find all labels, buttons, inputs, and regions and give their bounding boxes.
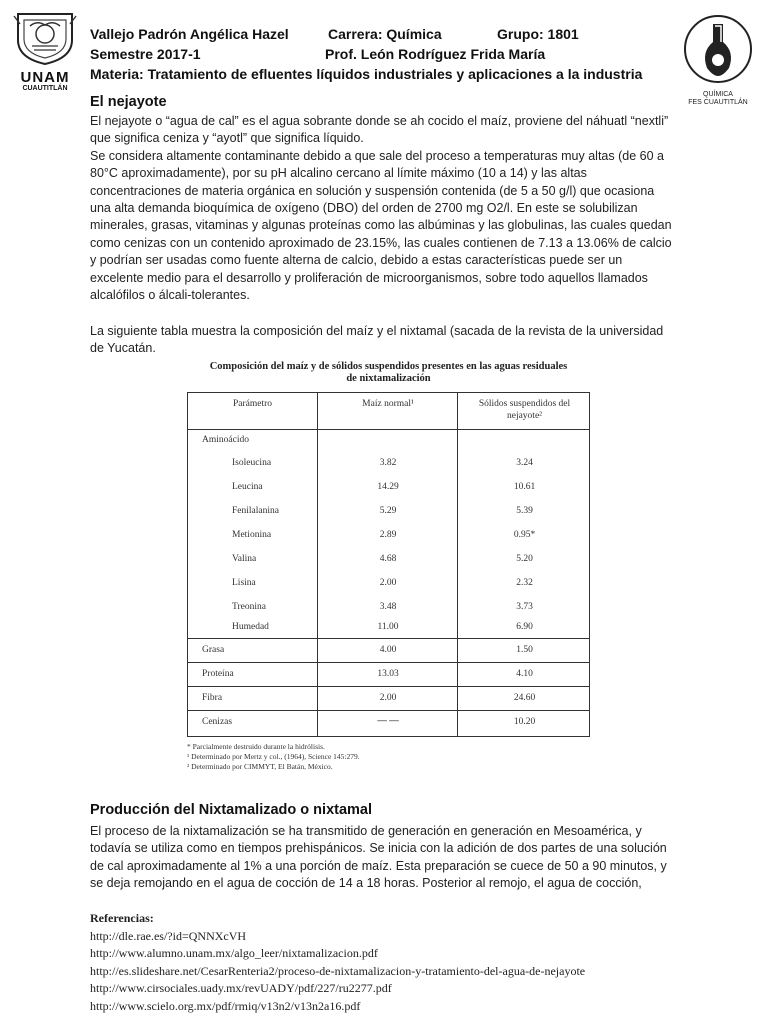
row-nejayote: 5.39 bbox=[516, 506, 533, 516]
references-title: Referencias: bbox=[90, 911, 154, 925]
paragraph-line: que significa ceniza y “ayotl” que significa líquido. bbox=[90, 131, 364, 146]
unam-logo-text: UNAM bbox=[20, 69, 70, 86]
reference-link[interactable]: http://dle.rae.es/?id=QNNXcVH bbox=[90, 928, 247, 943]
paragraph-line: de cal aproximadamente al 1% a una porción de maíz. Esta preparación se cuece de 50 a 90 minutos, y bbox=[90, 858, 667, 873]
quimica-logo-subtext: FES CUAUTITLÁN bbox=[688, 99, 748, 106]
footnote: ¹ Determinado por Mertz y col., (1964), Science 145:279. bbox=[187, 752, 360, 761]
row-name: Treonina bbox=[232, 602, 266, 612]
paragraph-line: Se considera altamente contaminante debido a que sale del proceso a temperaturas muy altas (de 60 a bbox=[90, 148, 664, 163]
paragraph-line: una alta demanda bioquímica de oxígeno (DBO) del orden de 2700 mg O2/l. En este se solubilizan bbox=[90, 201, 638, 216]
row-maiz: 14.29 bbox=[377, 482, 399, 492]
row-maiz: 3.48 bbox=[379, 602, 397, 612]
caption-line: de nixtamalización bbox=[346, 373, 431, 384]
row-nejayote: 0.95* bbox=[513, 530, 536, 540]
reference-link[interactable]: http://www.alumno.unam.mx/algo_leer/nixtamalizacion.pdf bbox=[90, 946, 378, 960]
quimica-logo-text: QUÍMICA bbox=[703, 91, 733, 98]
row-maiz: 5.29 bbox=[379, 506, 397, 516]
row-nejayote: 24.60 bbox=[513, 693, 536, 703]
quimica-logo bbox=[683, 12, 753, 106]
row-name: Isoleucina bbox=[232, 458, 272, 468]
composition-table bbox=[187, 392, 590, 737]
group-label-aminoacido: Aminoácido bbox=[202, 435, 249, 445]
row-maiz: 2.00 bbox=[379, 693, 397, 703]
professor: Prof. León Rodríguez Frida María bbox=[325, 46, 546, 62]
paragraph-line: de Yucatán. bbox=[90, 341, 156, 356]
nixtamal-paragraph bbox=[90, 823, 690, 893]
table-footnotes bbox=[187, 742, 590, 772]
row-name: Fibra bbox=[202, 693, 223, 703]
row-maiz: 4.68 bbox=[379, 554, 397, 564]
row-name: Proteína bbox=[202, 669, 234, 679]
row-nejayote: 5.20 bbox=[516, 554, 533, 564]
row-name: Grasa bbox=[202, 645, 225, 655]
flask-emblem-icon bbox=[683, 12, 753, 86]
paragraph-line: La siguiente tabla muestra la composición del maíz y el nixtamal (sacada de la revista de la universidad bbox=[90, 324, 664, 338]
row-name: Metionina bbox=[232, 530, 272, 540]
references bbox=[90, 910, 690, 1015]
row-name: Leucina bbox=[232, 482, 263, 492]
col-header-maiz: Maíz normal¹ bbox=[362, 399, 414, 409]
career: Carrera: Química bbox=[328, 26, 442, 42]
paragraph-line: El proceso de la nixtamalización se ha transmitido de generación en generación en Mesoamérica, y bbox=[90, 824, 642, 838]
row-name: Lisina bbox=[232, 578, 256, 588]
row-maiz: 4.00 bbox=[379, 645, 397, 655]
group: Grupo: 1801 bbox=[497, 26, 579, 42]
paragraph-line: como cenizas con un contenido aproximado de 23.15%, las cuales contienen de 7.13 a 13.06% de calcio bbox=[90, 235, 672, 250]
row-maiz: 2.89 bbox=[379, 530, 397, 540]
row-maiz: — — bbox=[377, 716, 399, 726]
paragraph-line: El nejayote o “agua de cal” es el agua sobrante donde se ah cocido el maíz, proviene del náhuatl “nextli” bbox=[90, 114, 669, 128]
row-maiz: 2.00 bbox=[379, 578, 397, 588]
paragraph-line: concentraciones de materia orgánica en solución y suspensión contenida (de 5 a 50 g/l) que ocasiona bbox=[90, 183, 655, 198]
col-header-nejayote: Sólidos suspendidos del bbox=[478, 399, 571, 409]
row-name: Valina bbox=[232, 554, 257, 564]
table-caption bbox=[187, 361, 590, 385]
reference-link[interactable]: http://es.slideshare.net/CesarRenteria2/proceso-de-nixtamalizacion-y-tratamiento-del-agua-de-nejayote bbox=[90, 963, 586, 978]
section-title-nixtamal: Producción del Nixtamalizado o nixtamal bbox=[90, 802, 373, 818]
row-nejayote: 6.90 bbox=[516, 622, 533, 632]
row-nejayote: 1.50 bbox=[516, 645, 533, 655]
subject: Materia: Tratamiento de efluentes líquidos industriales y aplicaciones a la industria bbox=[90, 66, 643, 82]
row-maiz: 13.03 bbox=[377, 669, 399, 679]
row-maiz: 3.82 bbox=[379, 458, 397, 468]
row-name: Humedad bbox=[232, 622, 269, 632]
col-header-nejayote-cont: nejayote² bbox=[506, 411, 543, 421]
paragraph-line: se deja remojando en el agua de cocción de 14 a 18 horas. Posterior al remojo, el agua de cocción, bbox=[90, 876, 642, 891]
student-name: Vallejo Padrón Angélica Hazel bbox=[90, 26, 289, 42]
unam-shield-icon bbox=[12, 10, 78, 66]
row-nejayote: 10.61 bbox=[513, 482, 536, 492]
row-nejayote: 10.20 bbox=[513, 717, 536, 727]
row-nejayote: 3.24 bbox=[516, 458, 533, 468]
row-nejayote: 3.73 bbox=[516, 602, 533, 612]
unam-logo bbox=[12, 10, 78, 92]
reference-link[interactable]: http://www.cirsociales.uady.mx/revUADY/pdf/227/ru2277.pdf bbox=[90, 981, 392, 995]
row-nejayote: 4.10 bbox=[516, 669, 533, 679]
paragraph-line: y podrían ser usadas como fuente alterna de calcio, debido a estas características puede ser un bbox=[90, 253, 623, 268]
reference-link[interactable]: http://www.scielo.org.mx/pdf/rmiq/v13n2/v13n2a16.pdf bbox=[90, 998, 361, 1013]
footnote: ² Determinado por CIMMYT, El Batán, México. bbox=[187, 762, 333, 771]
row-name: Cenizas bbox=[202, 717, 233, 727]
footnote: * Parcialmente destruido durante la hidrólisis. bbox=[187, 742, 325, 751]
col-header-parametro: Parámetro bbox=[232, 399, 273, 409]
section-title-nejayote: El nejayote bbox=[90, 94, 167, 110]
unam-logo-subtext: CUAUTITLÁN bbox=[22, 85, 68, 92]
paragraph-line: minerales, grasas, vitaminas y algunas proteínas como las albúminas y las globulinas, las cuales quedan bbox=[90, 218, 672, 233]
paragraph-line: alcalófilos o álcali-tolerantes. bbox=[90, 288, 250, 303]
caption-line: Composición del maíz y de sólidos suspendidos presentes en las aguas residuales bbox=[209, 361, 568, 372]
paragraph-line: 80°C aproximadamente), por su pH alcalino cercano al límite máximo (10 a 14) y las altas bbox=[90, 166, 587, 181]
table-intro bbox=[90, 323, 690, 358]
row-maiz: 11.00 bbox=[377, 622, 399, 632]
paragraph-line: todavía se utiliza como en tiempos prehispánicos. Se inicia con la adición de dos partes de una solución bbox=[90, 841, 667, 856]
nejayote-paragraph bbox=[90, 113, 690, 304]
paragraph-line: excelente medio para el desarrollo y proliferación de microorganismos, sobre todo aquellos llamados bbox=[90, 270, 648, 285]
row-nejayote: 2.32 bbox=[516, 578, 533, 588]
row-name: Fenilalanina bbox=[232, 506, 279, 516]
semester: Semestre 2017-1 bbox=[90, 46, 201, 62]
